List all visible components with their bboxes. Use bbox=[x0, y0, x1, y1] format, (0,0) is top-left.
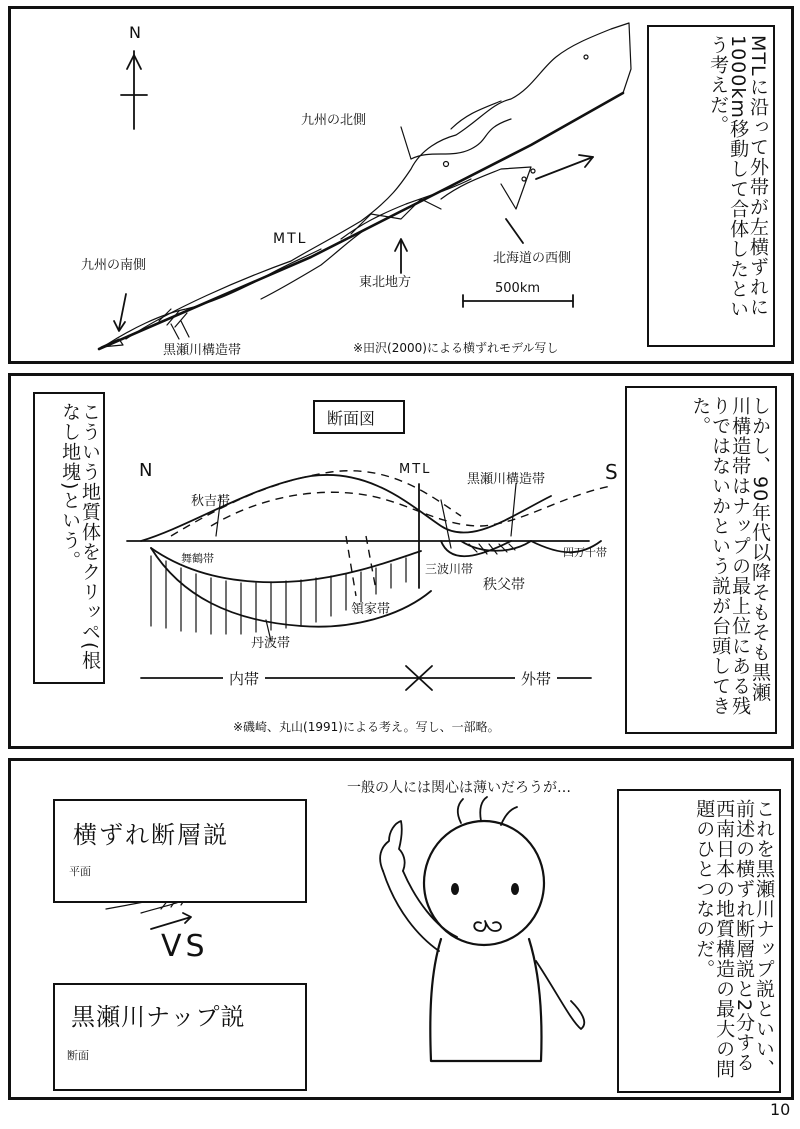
panel-comparison bbox=[8, 758, 794, 1100]
shimanto-label: 四万十帯 bbox=[563, 546, 607, 559]
narration-text-1: MTLに沿って外帯が左横ずれに1000km移動して合体したという考えだ。 bbox=[707, 35, 769, 319]
narration-box-2-right bbox=[625, 386, 777, 734]
section-title: 断面図 bbox=[327, 409, 376, 428]
ryoke-label: 領家帯 bbox=[351, 602, 391, 617]
north-label: N bbox=[129, 23, 141, 42]
gaitai-label: 外帯 bbox=[515, 668, 557, 689]
chichibu-label: 秩父帯 bbox=[483, 577, 525, 593]
strike-slip-title: 横ずれ断層説 bbox=[73, 821, 229, 849]
speech-text: 一般の人には関心は薄いだろうが… bbox=[347, 780, 571, 796]
panel-cross-section bbox=[8, 373, 794, 749]
strike-slip-sub: 平面 bbox=[69, 865, 91, 878]
mtl-label-section: MTL bbox=[399, 462, 432, 477]
nappe-title: 黒瀬川ナップ説 bbox=[71, 1003, 246, 1031]
mtl-label: MTL bbox=[273, 231, 308, 247]
tamba-label: 丹波帯 bbox=[251, 636, 291, 651]
narration-box-2-left bbox=[33, 392, 105, 684]
naitai-label: 内帯 bbox=[223, 668, 265, 689]
akiyoshi-label: 秋吉帯 bbox=[191, 494, 231, 509]
nappe-box bbox=[53, 983, 307, 1091]
panel-map bbox=[8, 6, 794, 364]
narration-text-2-left: こういう地質体をクリッペ(根なし地塊)という。 bbox=[59, 402, 101, 671]
nappe-sub: 断面 bbox=[67, 1049, 89, 1062]
kyushu-south-label: 九州の南側 bbox=[81, 258, 147, 273]
narration-box-3 bbox=[617, 789, 781, 1093]
vs-label: VS bbox=[161, 929, 209, 964]
section-title-box bbox=[313, 400, 405, 434]
maizuru-label: 舞鶴帯 bbox=[181, 552, 214, 565]
strike-slip-box bbox=[53, 799, 307, 903]
kurosegawa-label: 黒瀬川構造帯 bbox=[163, 343, 242, 358]
hokkaido-west-label: 北海道の西側 bbox=[493, 251, 572, 266]
n-label: N bbox=[139, 460, 153, 481]
scale-label: 500km bbox=[495, 281, 541, 296]
narration-text-3: これを黒瀬川ナップ説といい、前述の横ずれ断層説と2分する西南日本の地質構造の最大の問題のひとつなのだ。 bbox=[693, 799, 775, 1079]
narration-box-1 bbox=[647, 25, 775, 347]
kurosegawa-label-section: 黒瀬川構造帯 bbox=[467, 472, 546, 487]
sanbagawa-label: 三波川帯 bbox=[425, 562, 474, 576]
s-label: S bbox=[605, 460, 618, 484]
narration-text-2-right: しかし、90年代以降そもそも黒瀬川構造帯はナップの最上位にある残りではないかという説が台頭してきた。 bbox=[689, 396, 771, 716]
source-note: ※田沢(2000)による横ずれモデル写し bbox=[353, 341, 559, 355]
tohoku-label: 東北地方 bbox=[359, 275, 412, 290]
source-note-section: ※磯崎、丸山(1991)による考え。写し、一部略。 bbox=[233, 720, 500, 734]
kyushu-north-label: 九州の北側 bbox=[301, 113, 367, 128]
page-number: 10 bbox=[770, 1100, 791, 1119]
